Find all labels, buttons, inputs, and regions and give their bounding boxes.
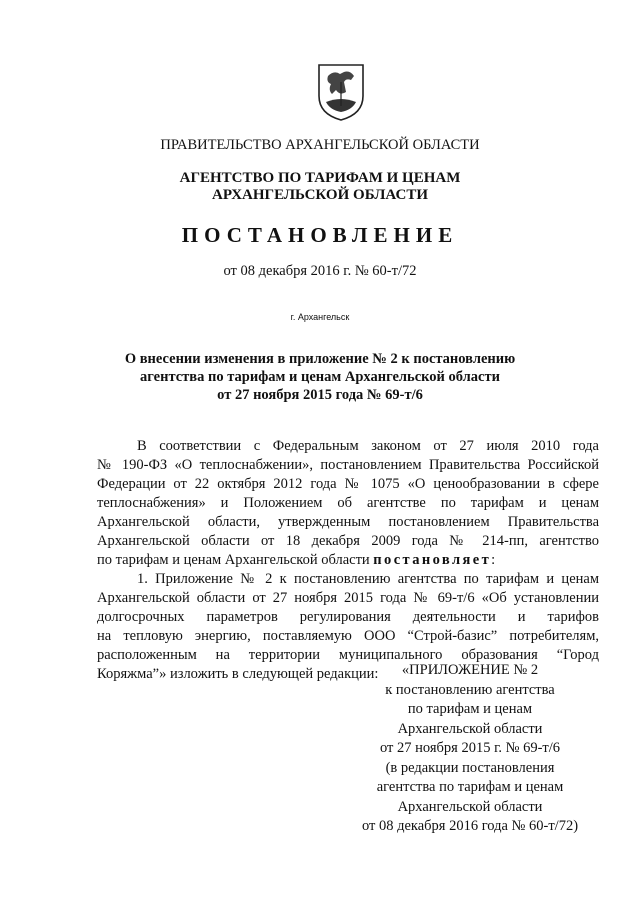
appendix-line: (в редакции постановления (385, 759, 555, 776)
body-line: Федерации от 22 октября 2012 года № 1075 «О ценообразовании в сфере (97, 476, 599, 492)
body-text: по тарифам и ценам Архангельской области (97, 552, 370, 568)
document-subject (0, 350, 640, 404)
appendix-line: «ПРИЛОЖЕНИЕ № 2 (401, 662, 539, 678)
appendix-line: по тарифам и ценам (407, 701, 533, 717)
document-date-number: от 08 декабря 2016 г. № 60-т/72 (223, 263, 417, 279)
coat-of-arms-icon (316, 62, 366, 122)
appendix-line: к постановлению агентства (385, 681, 555, 698)
body-line (97, 551, 599, 570)
body-line: теплоснабжения» и Положением об агентстве по тарифам и ценам (97, 495, 599, 511)
appendix-line: агентства по тарифам и ценам (376, 779, 564, 795)
body-line: на тепловую энергию, поставляемую ООО “Строй-базис” потребителям, (97, 628, 599, 644)
agency-name (0, 170, 640, 204)
appendix-line: от 08 декабря 2016 года № 60-т/72) (361, 818, 579, 834)
body-line: 1. Приложение № 2 к постановлению агентства по тарифам и ценам (137, 571, 599, 587)
agency-name-line1: АГЕНТСТВО ПО ТАРИФАМ И ЦЕНАМ (179, 170, 461, 186)
body-line: Архангельской области от 27 ноября 2015 года № 69-т/6 «Об установлении (97, 590, 599, 606)
appendix-line: Архангельской области (397, 720, 543, 737)
subject-line: от 27 ноября 2015 года № 69-т/6 (217, 387, 423, 403)
government-name: ПРАВИТЕЛЬСТВО АРХАНГЕЛЬСКОЙ ОБЛАСТИ (160, 137, 480, 153)
agency-name-line2: АРХАНГЕЛЬСКОЙ ОБЛАСТИ (212, 187, 428, 203)
body-line: расположенным на территории муниципального образования “Город (97, 647, 599, 663)
body-line: № 190-ФЗ «О теплоснабжении», постановлением Правительства Российской (97, 457, 599, 473)
body-line: В соответствии с Федеральным законом от 27 июля 2010 года (137, 438, 599, 454)
body-line: Коряжма”» изложить в следующей редакции: (97, 666, 379, 682)
resolution-word: постановляет (373, 552, 492, 568)
appendix-line: Архангельской области (397, 798, 543, 815)
body-line: долгосрочных параметров регулирования деятельности и тарифов (97, 609, 599, 625)
subject-line: агентства по тарифам и ценам Архангельской области (140, 369, 500, 385)
body-line: Архангельской области от 18 декабря 2009 года № 214-пп, агентство (97, 533, 599, 549)
subject-line: О внесении изменения в приложение № 2 к постановлению (124, 351, 516, 367)
document-type: ПОСТАНОВЛЕНИЕ (181, 223, 459, 247)
appendix-line: от 27 ноября 2015 г. № 69-т/6 (379, 740, 561, 756)
appendix-header (320, 661, 620, 837)
body-text: : (491, 552, 496, 568)
body-line: Архангельской области, утвержденным постановлением Правительства (97, 514, 599, 530)
document-city: г. Архангельск (290, 312, 350, 322)
